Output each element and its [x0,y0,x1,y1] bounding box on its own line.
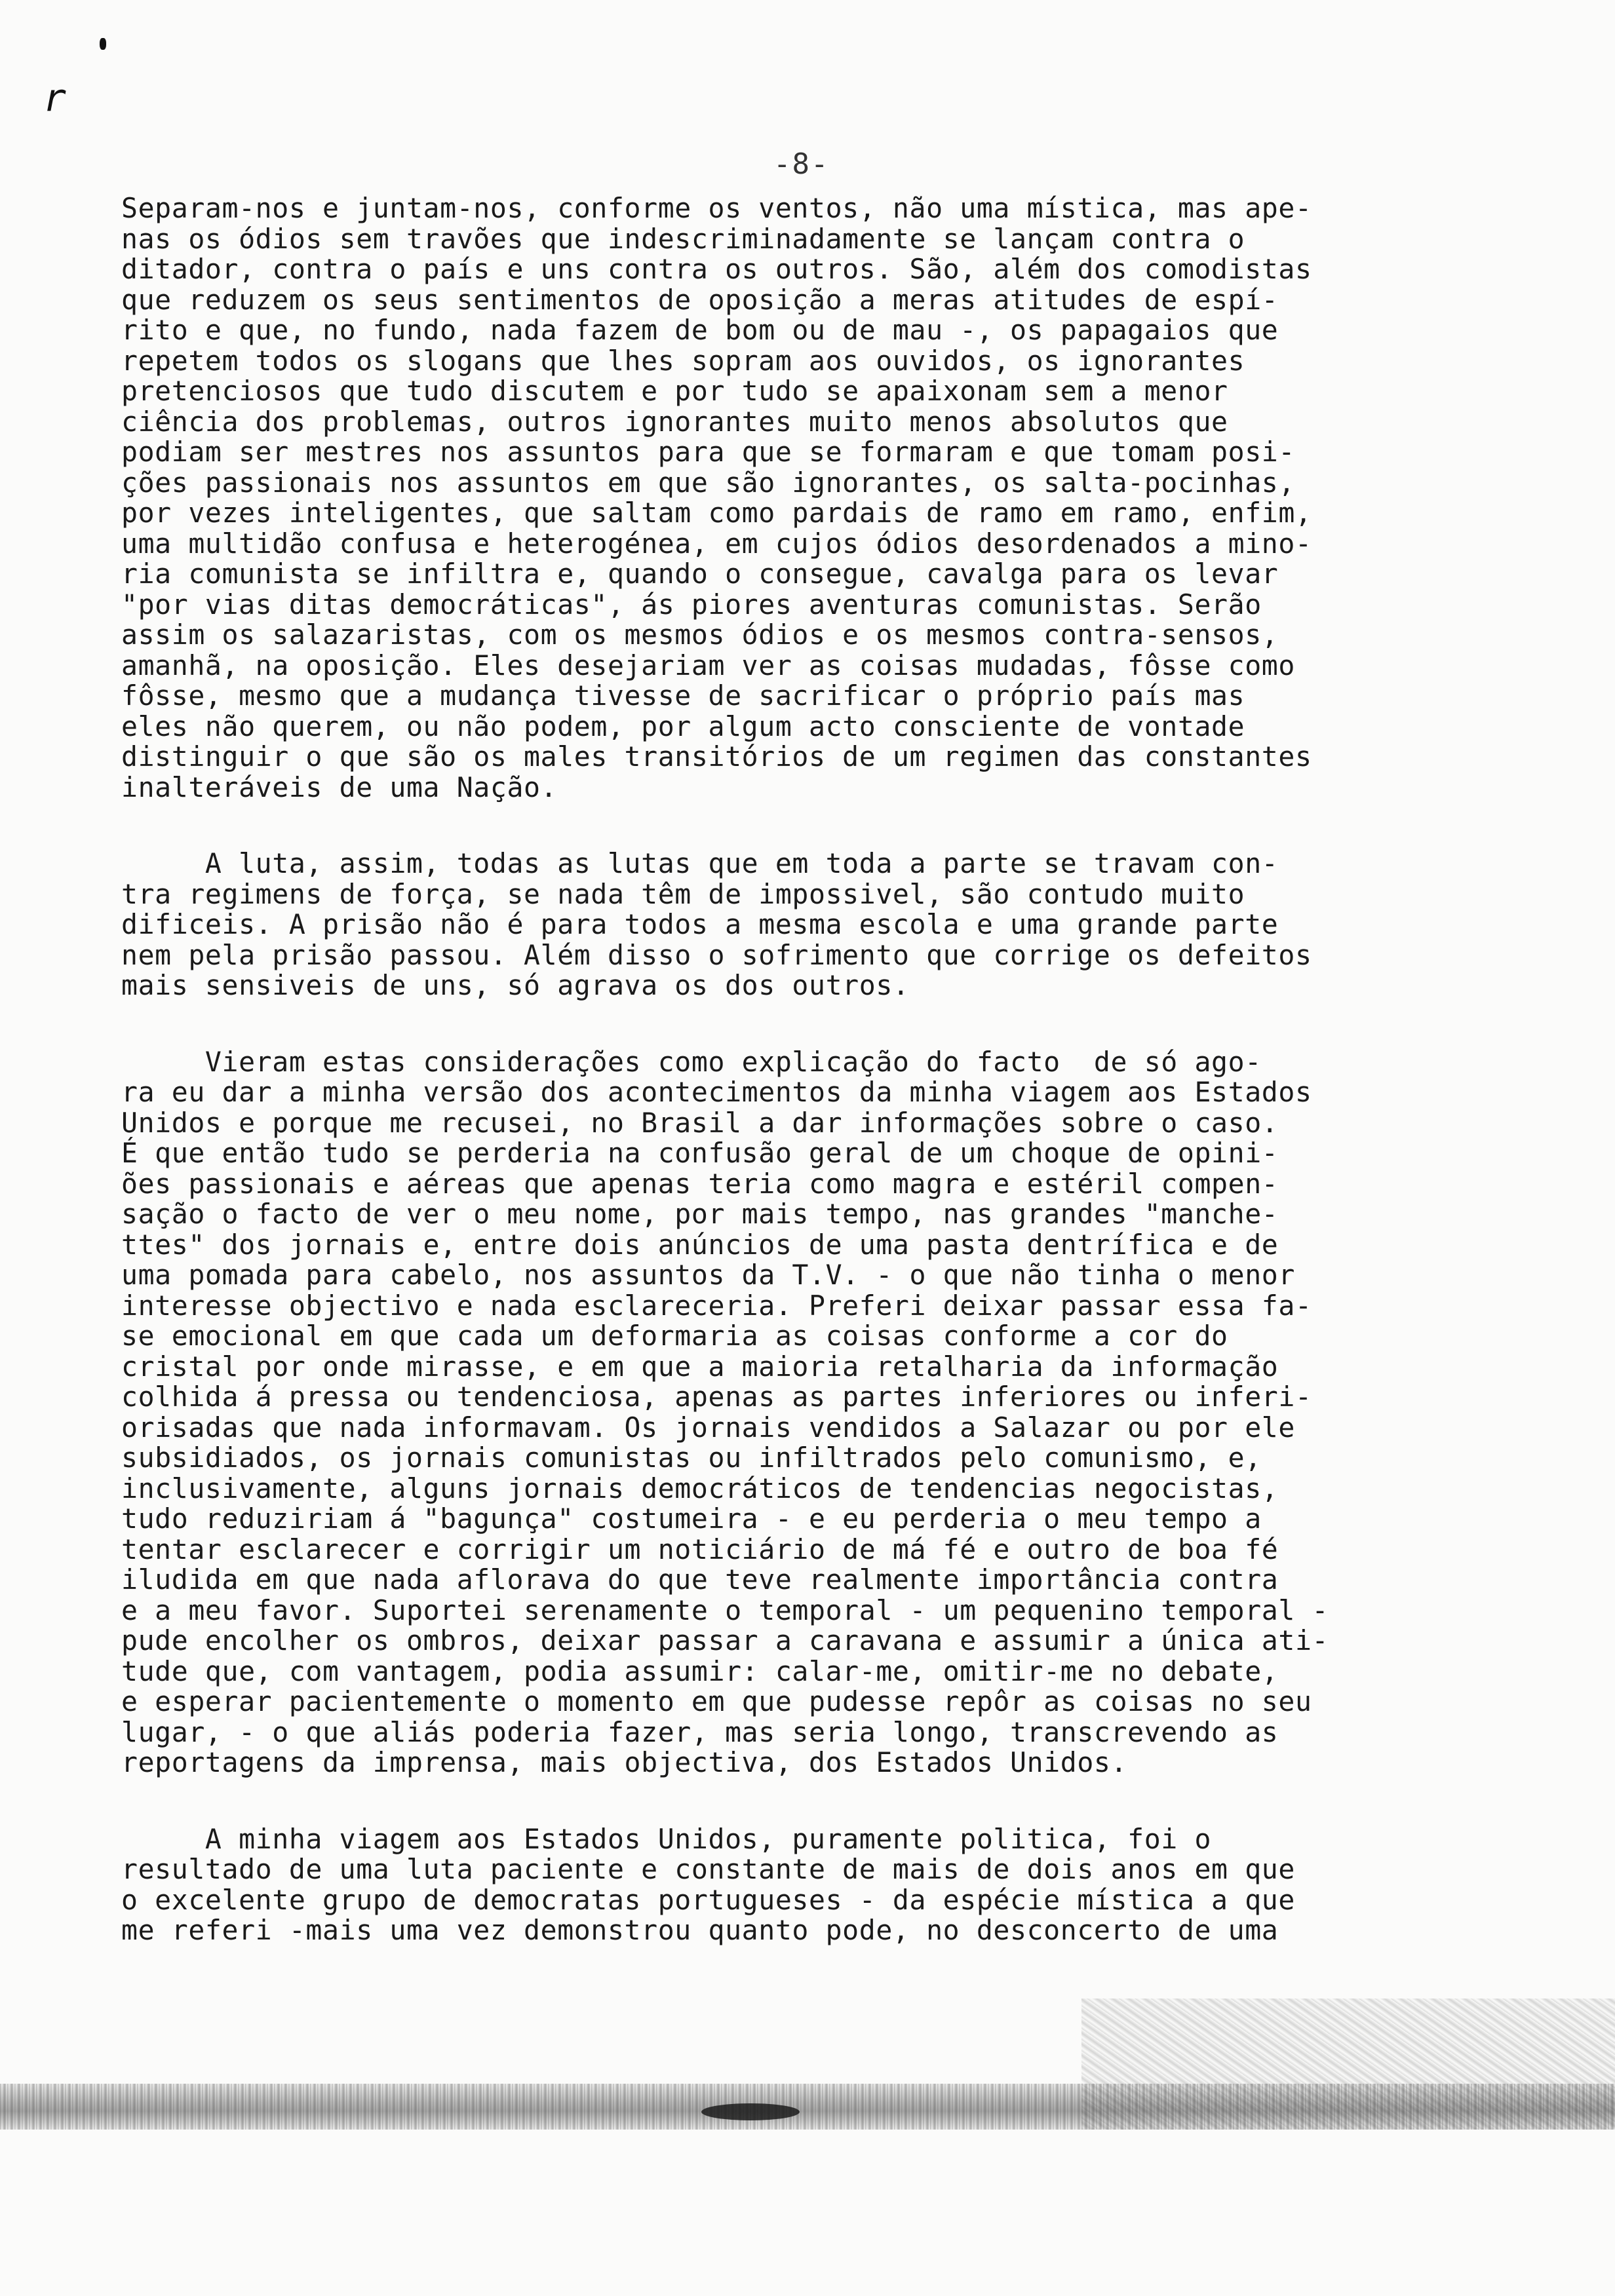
text-line: o excelente grupo de democratas portugueses - da espécie mística a que [121,1883,1295,1916]
ink-mark-corner: r [43,75,66,120]
text-line: dificeis. A prisão não é para todos a mesma escola e uma grande parte [121,908,1279,940]
paragraph [121,1824,1544,1946]
text-line: É que então tudo se perderia na confusão geral de um choque de opini- [121,1137,1279,1169]
text-line: iludida em que nada aflorava do que teve realmente importância contra [121,1563,1279,1596]
text-line: e esperar pacientemente o momento em que pudesse repôr as coisas no seu [121,1685,1312,1717]
text-line: rito e que, no fundo, nada fazem de bom ou de mau -, os papagaios que [121,314,1279,346]
text-line: repetem todos os slogans que lhes sopram aos ouvidos, os ignorantes [121,344,1245,377]
text-line: tudo reduziriam á "bagunça" costumeira - e eu perderia o meu tempo a [121,1502,1262,1535]
text-line: inalteráveis de uma Nação. [121,771,558,803]
text-line: Vieram estas considerações como explicação do facto de só ago- [121,1045,1262,1078]
text-line: mais sensiveis de uns, só agrava os dos outros. [121,969,910,1001]
text-line: resultado de uma luta paciente e constante de mais de dois anos em que [121,1853,1295,1885]
text-line: que reduzem os seus sentimentos de oposição a meras atitudes de espí- [121,283,1279,316]
text-line: uma multidão confusa e heterogénea, em cujos ódios desordenados a mino- [121,527,1312,560]
text-line: pude encolher os ombros, deixar passar a caravana e assumir a única ati- [121,1624,1329,1656]
text-line: ões passionais e aéreas que apenas teria como magra e estéril compen- [121,1167,1279,1200]
text-line: subsidiados, os jornais comunistas ou infiltrados pelo comunismo, e, [121,1442,1262,1474]
text-line: podiam ser mestres nos assuntos para que se formaram e que tomam posi- [121,436,1295,468]
text-line: nas os ódios sem travões que indescriminadamente se lançam contra o [121,222,1245,255]
text-line: ttes" dos jornais e, entre dois anúncios de uma pasta dentrífica e de [121,1228,1279,1261]
text-line: ra eu dar a minha versão dos acontecimentos da minha viagem aos Estados [121,1076,1312,1108]
text-line: e a meu favor. Suportei serenamente o temporal - um pequenino temporal - [121,1594,1329,1626]
text-line: interesse objectivo e nada esclareceria. Preferi deixar passar essa fa- [121,1289,1312,1322]
text-line: inclusivamente, alguns jornais democráticos de tendencias negocistas, [121,1472,1279,1504]
text-line: distinguir o que são os males transitórios de um regimen das constantes [121,740,1312,773]
text-line: assim os salazaristas, com os mesmos ódios e os mesmos contra-sensos, [121,619,1279,651]
text-line: eles não querem, ou não podem, por algum acto consciente de vontade [121,710,1245,742]
text-line: ções passionais nos assuntos em que são ignorantes, os salta-pocinhas, [121,466,1295,499]
paragraph [121,1047,1544,1778]
text-line: me referi -mais uma vez demonstrou quanto pode, no desconcerto de uma [121,1914,1279,1946]
text-line: Unidos e porque me recusei, no Brasil a dar informações sobre o caso. [121,1106,1279,1139]
text-line: cristal por onde mirasse, e em que a maioria retalharia da informação [121,1350,1279,1383]
text-line: ria comunista se infiltra e, quando o consegue, cavalga para os levar [121,558,1279,590]
text-line: por vezes inteligentes, que saltam como pardais de ramo em ramo, enfim, [121,497,1312,529]
text-line: tude que, com vantagem, podia assumir: calar-me, omitir-me no debate, [121,1655,1279,1687]
text-line: amanhã, na oposição. Eles desejariam ver as coisas mudadas, fôsse como [121,649,1295,681]
text-line: orisadas que nada informavam. Os jornais vendidos a Salazar ou por ele [121,1411,1295,1444]
scan-artifact-blob [701,2103,800,2120]
text-line: ditador, contra o país e uns contra os outros. São, além dos comodistas [121,253,1312,285]
text-line: nem pela prisão passou. Além disso o sofrimento que corrige os defeitos [121,938,1312,971]
text-line: lugar, - o que aliás poderia fazer, mas seria longo, transcrevendo as [121,1715,1279,1748]
text-line: A minha viagem aos Estados Unidos, puramente politica, foi o [121,1822,1212,1855]
text-line: se emocional em que cada um deformaria as coisas conforme a cor do [121,1320,1228,1352]
text-line: tra regimens de força, se nada têm de impossivel, são contudo muito [121,877,1245,910]
text-line: pretenciosos que tudo discutem e por tudo se apaixonam sem a menor [121,375,1228,407]
text-line: uma pomada para cabelo, nos assuntos da T.V. - o que não tinha o menor [121,1259,1295,1291]
typewritten-body [121,193,1544,1946]
text-line: colhida á pressa ou tendenciosa, apenas as partes inferiores ou inferi- [121,1381,1312,1413]
text-line: A luta, assim, todas as lutas que em toda a parte se travam con- [121,847,1279,879]
text-line: "por vias ditas democráticas", ás piores aventuras comunistas. Serão [121,588,1262,621]
text-line: reportagens da imprensa, mais objectiva, dos Estados Unidos. [121,1746,1128,1778]
text-line: fôsse, mesmo que a mudança tivesse de sacrificar o próprio país mas [121,679,1245,712]
page-number: -8- [773,147,830,181]
text-line: sação o facto de ver o meu nome, por mais tempo, nas grandes "manche- [121,1198,1279,1230]
text-line: tentar esclarecer e corrigir um noticiário de má fé e outro de boa fé [121,1533,1279,1565]
paragraph [121,849,1544,1001]
text-line: ciência dos problemas, outros ignorantes muito menos absolutos que [121,405,1228,438]
paragraph [121,193,1544,803]
scan-artifact-band [0,2084,1615,2130]
text-line: Separam-nos e juntam-nos, conforme os ventos, não uma mística, mas ape- [121,192,1312,224]
ink-mark [100,38,106,50]
